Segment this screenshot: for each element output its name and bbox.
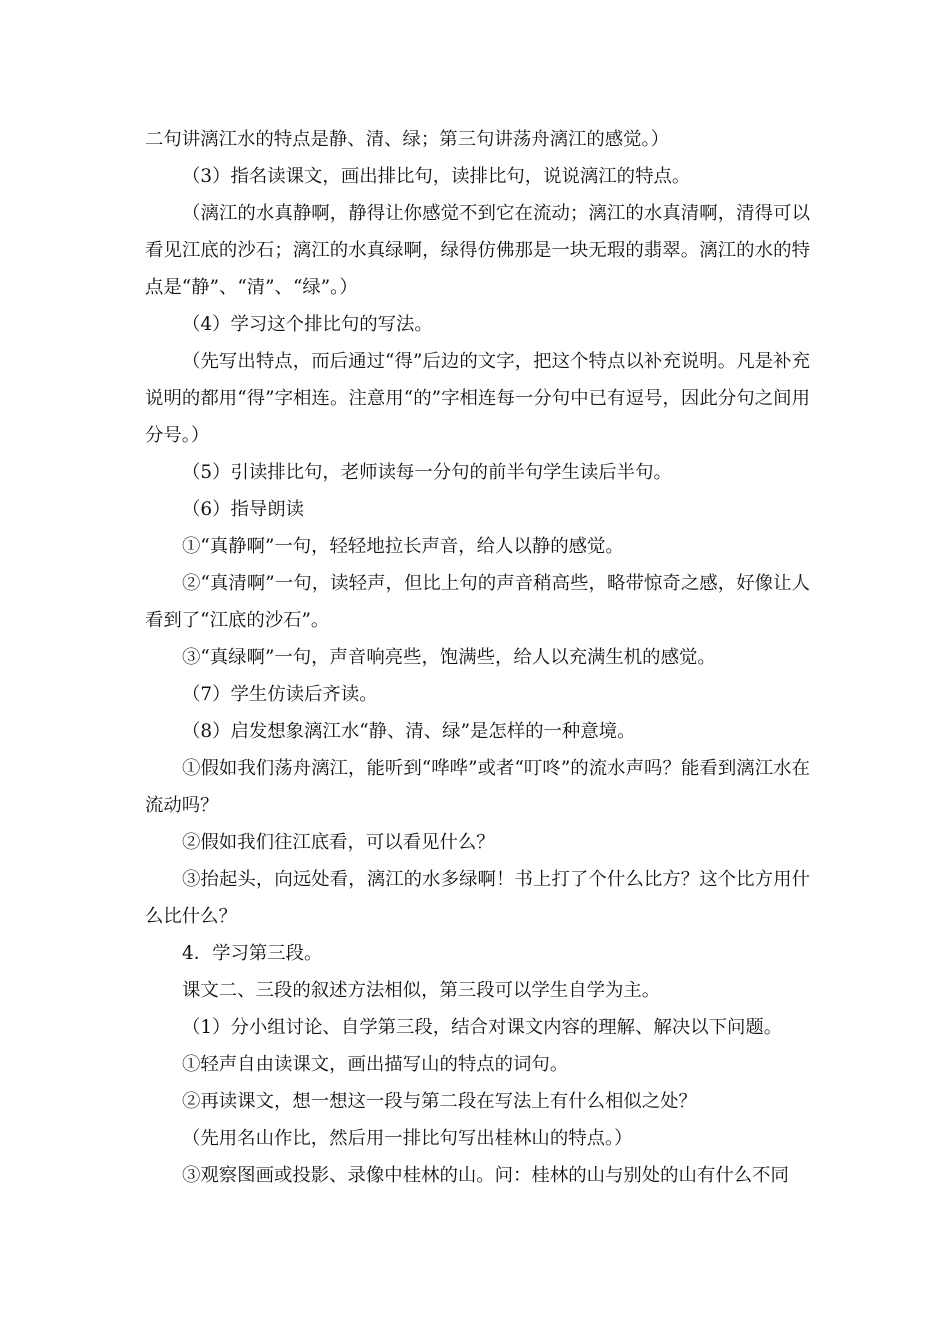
paragraph-task-2: ②再读课文，想一想这一段与第二段在写法上有什么相似之处？ bbox=[182, 1091, 697, 1112]
paragraph-question-3: ③抬起头，向远处看，漓江的水多绿啊！书上打了个什么比方？这个比方用什么比什么？ bbox=[145, 869, 810, 927]
paragraph-group-discussion: （1）分小组讨论、自学第三段，结合对课文内容的理解、解决以下问题。 bbox=[182, 1017, 783, 1038]
paragraph-writing-method: （先写出特点，而后通过“得”后边的文字，把这个特点以补充说明。凡是补充说明的都用“得”字相连。注意用“的”字相连每一分句中已有逗号，因此分句之间用分号。） bbox=[145, 351, 810, 446]
paragraph-step-7: （7）学生仿读后齐读。 bbox=[182, 684, 378, 705]
paragraph-reading-2: ②“真清啊”一句，读轻声，但比上句的声音稍高些，略带惊奇之感，好像让人看到了“江底的沙石”。 bbox=[145, 573, 810, 631]
paragraph-step-5: （5）引读排比句，老师读每一分句的前半句学生读后半句。 bbox=[182, 462, 672, 483]
paragraph-question-2: ②假如我们往江底看，可以看见什么？ bbox=[182, 832, 495, 853]
paragraph-section-intro: 课文二、三段的叙述方法相似，第三段可以学生自学为主。 bbox=[182, 980, 661, 1001]
paragraph-step-4: （4）学习这个排比句的写法。 bbox=[182, 314, 433, 335]
paragraph-section-4: 4．学习第三段。 bbox=[182, 943, 323, 964]
paragraph-task-1: ①轻声自由读课文，画出描写山的特点的词句。 bbox=[182, 1054, 569, 1075]
paragraph-step-8: （8）启发想象漓江水“静、清、绿”是怎样的一种意境。 bbox=[182, 721, 636, 742]
document-body bbox=[145, 121, 810, 1194]
paragraph-water-features: （漓江的水真静啊，静得让你感觉不到它在流动；漓江的水真清啊，清得可以看见江底的沙石；漓江的水真绿啊，绿得仿佛那是一块无瑕的翡翠。漓江的水的特点是“静”、“清”、“绿”。） bbox=[145, 203, 810, 298]
paragraph-step-6: （6）指导朗读 bbox=[182, 499, 305, 520]
paragraph-reading-3: ③“真绿啊”一句，声音响亮些，饱满些，给人以充满生机的感觉。 bbox=[182, 647, 716, 668]
paragraph-task-2-note: （先用名山作比，然后用一排比句写出桂林山的特点。） bbox=[182, 1128, 633, 1149]
paragraph-question-1: ①假如我们荡舟漓江，能听到“哗哗”或者“叮咚”的流水声吗？能看到漓江水在流动吗？ bbox=[145, 758, 810, 816]
paragraph-continuation: 二句讲漓江水的特点是静、清、绿；第三句讲荡舟漓江的感觉。） bbox=[145, 129, 670, 150]
paragraph-task-3: ③观察图画或投影、录像中桂林的山。问：桂林的山与别处的山有什么不同 bbox=[182, 1165, 789, 1186]
paragraph-reading-1: ①“真静啊”一句，轻轻地拉长声音，给人以静的感觉。 bbox=[182, 536, 624, 557]
paragraph-step-3: （3）指名读课文，画出排比句，读排比句，说说漓江的特点。 bbox=[182, 166, 691, 187]
